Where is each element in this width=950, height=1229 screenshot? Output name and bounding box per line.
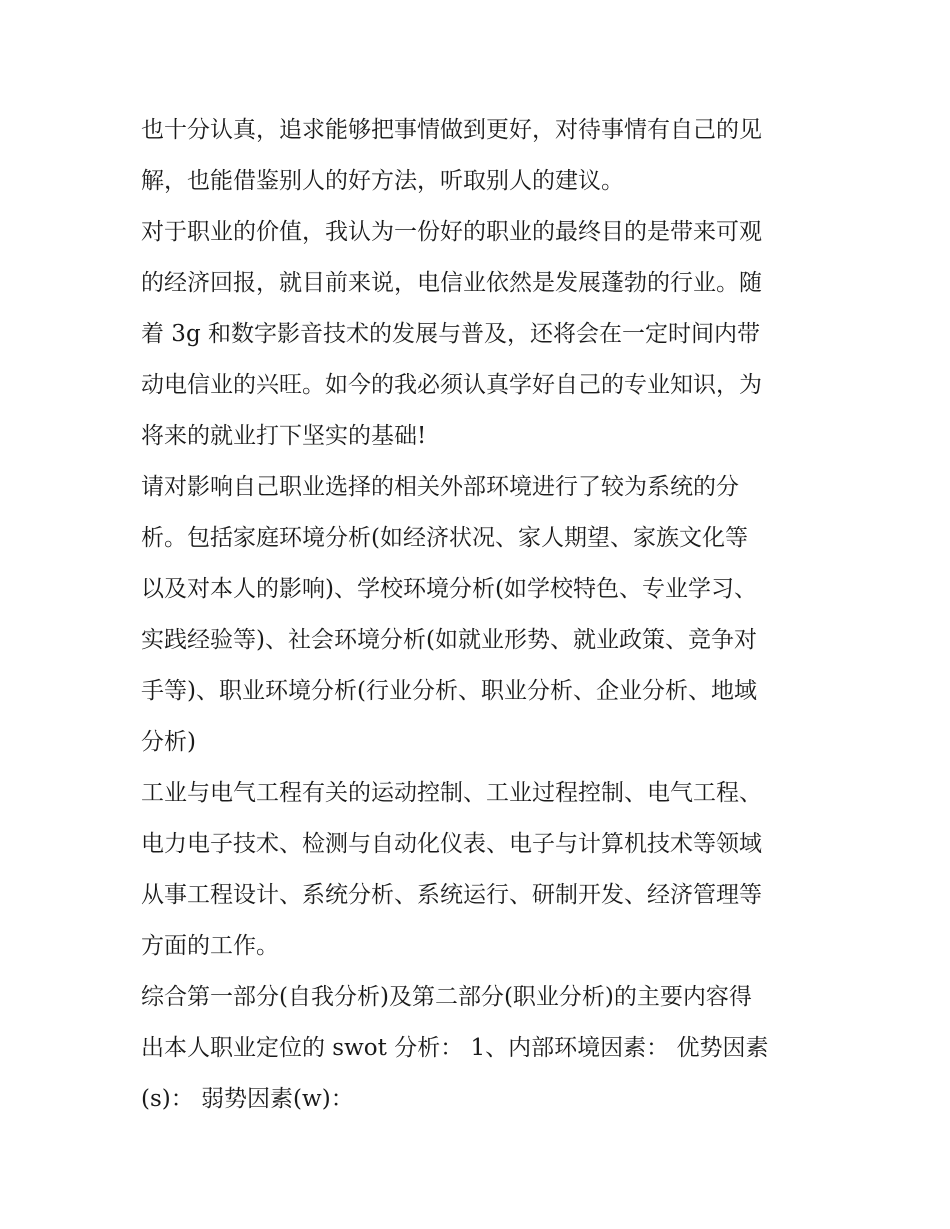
paragraph [141,207,813,462]
text-line: 电力电子技术、检测与自动化仪表、电子与计算机技术等领域 [141,831,762,857]
text-line: 将来的就业打下坚实的基础! [141,423,427,449]
text-line: 动电信业的兴旺。如今的我必须认真学好自己的专业知识，为 [141,372,762,398]
text-line: 析。包括家庭环境分析(如经济状况、家人期望、家族文化等 [141,525,748,551]
text-line: 综合第一部分(自我分析)及第二部分(职业分析)的主要内容得 [141,984,752,1010]
paragraph [141,768,813,972]
text-line: 手等)、职业环境分析(行业分析、职业分析、企业分析、地域 [141,678,757,704]
text-line: 着 3g 和数字影音技术的发展与普及，还将会在一定时间内带 [141,321,760,347]
document-body [141,105,813,1125]
text-line: 分析) [141,729,196,755]
paragraph [141,105,813,207]
text-line: 对于职业的价值，我认为一份好的职业的最终目的是带来可观 [141,219,762,245]
text-line: 实践经验等)、社会环境分析(如就业形势、就业政策、竞争对 [141,627,757,653]
text-line: 工业与电气工程有关的运动控制、工业过程控制、电气工程、 [141,780,762,806]
text-line: 也十分认真，追求能够把事情做到更好，对待事情有自己的见 [141,117,762,143]
paragraph [141,462,813,768]
text-line: 以及对本人的影响)、学校环境分析(如学校特色、专业学习、 [141,576,757,602]
text-line: 的经济回报，就目前来说，电信业依然是发展蓬勃的行业。随 [141,270,762,296]
text-line: 方面的工作。 [141,933,279,959]
text-line: 出本人职业定位的 swot 分析： 1、内部环境因素： 优势因素 [141,1035,769,1061]
paragraph [141,972,813,1125]
text-line: 解，也能借鉴别人的好方法，听取别人的建议。 [141,168,624,194]
text-line: 请对影响自己职业选择的相关外部环境进行了较为系统的分 [141,474,739,500]
text-line: 从事工程设计、系统分析、系统运行、研制开发、经济管理等 [141,882,762,908]
text-line: (s)： 弱势因素(w)： [141,1086,354,1112]
